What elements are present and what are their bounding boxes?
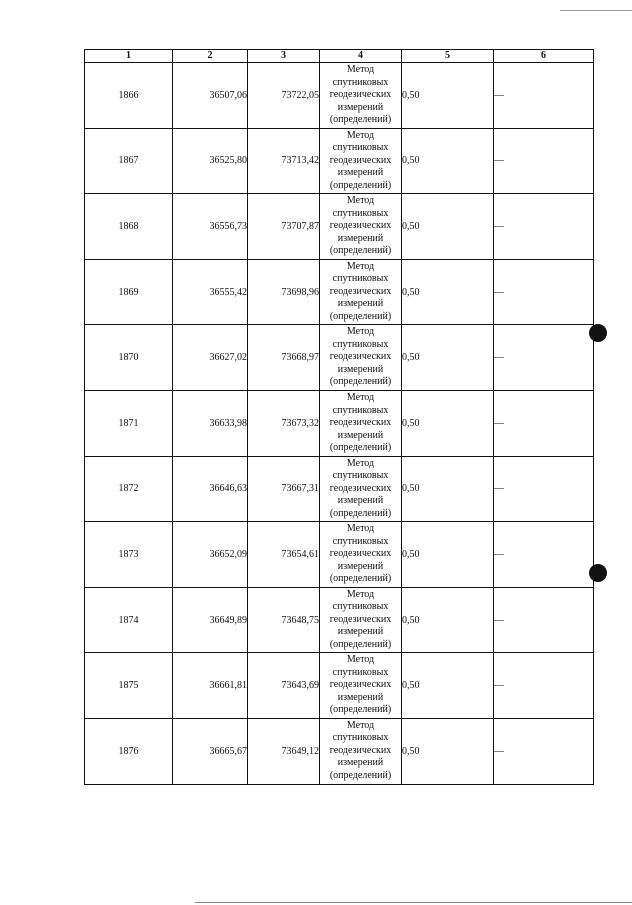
method-cell: [320, 522, 402, 588]
method-cell: [320, 390, 402, 456]
coord-x: 36661,81: [173, 653, 248, 719]
method-line: геодезических: [329, 679, 392, 691]
note-dash: —: [494, 718, 594, 784]
method-line: геодезических: [329, 285, 392, 297]
table-row: [85, 718, 594, 784]
method-line: спутниковых: [332, 338, 389, 350]
method-line: измерений: [337, 167, 384, 179]
table-row: [85, 259, 594, 325]
coord-y: 73654,61: [248, 522, 320, 588]
method-line: геодезических: [329, 417, 392, 429]
method-line: (определений): [329, 573, 392, 585]
table-row: [85, 522, 594, 588]
method-line: Метод: [346, 719, 375, 731]
table-row: [85, 456, 594, 522]
method-line: геодезических: [329, 351, 392, 363]
coord-x: 36627,02: [173, 325, 248, 391]
note-dash: —: [494, 194, 594, 260]
method-line: (определений): [329, 704, 392, 716]
accuracy-value: 0,50: [402, 63, 494, 129]
method-line: (определений): [329, 179, 392, 191]
point-number: 1866: [85, 63, 173, 129]
method-line: геодезических: [329, 744, 392, 756]
coord-x: 36646,63: [173, 456, 248, 522]
point-number: 1871: [85, 390, 173, 456]
method-line: спутниковых: [332, 404, 389, 416]
coord-y: 73667,31: [248, 456, 320, 522]
table-body: [85, 63, 594, 785]
note-dash: —: [494, 522, 594, 588]
method-line: Метод: [346, 260, 375, 272]
coord-y: 73713,42: [248, 128, 320, 194]
method-cell: [320, 259, 402, 325]
method-line: измерений: [337, 101, 384, 113]
point-number: 1868: [85, 194, 173, 260]
method-line: Метод: [346, 654, 375, 666]
table-row: [85, 390, 594, 456]
method-line: Метод: [346, 457, 375, 469]
method-line: измерений: [337, 691, 384, 703]
header-col-2: 2: [173, 50, 248, 63]
method-line: спутниковых: [332, 601, 389, 613]
accuracy-value: 0,50: [402, 128, 494, 194]
coord-x: 36633,98: [173, 390, 248, 456]
accuracy-value: 0,50: [402, 325, 494, 391]
method-line: Метод: [346, 588, 375, 600]
header-col-3: 3: [248, 50, 320, 63]
method-line: геодезических: [329, 613, 392, 625]
method-line: (определений): [329, 507, 392, 519]
table-row: [85, 128, 594, 194]
method-line: (определений): [329, 442, 392, 454]
coord-y: 73707,87: [248, 194, 320, 260]
method-line: (определений): [329, 114, 392, 126]
scan-artifact-line-top: [560, 10, 632, 11]
method-line: спутниковых: [332, 76, 389, 88]
header-col-6: 6: [494, 50, 594, 63]
method-line: измерений: [337, 560, 384, 572]
coord-x: 36649,89: [173, 587, 248, 653]
method-line: геодезических: [329, 548, 392, 560]
coord-y: 73668,97: [248, 325, 320, 391]
note-dash: —: [494, 325, 594, 391]
method-line: спутниковых: [332, 732, 389, 744]
method-line: геодезических: [329, 220, 392, 232]
note-dash: —: [494, 390, 594, 456]
note-dash: —: [494, 587, 594, 653]
method-line: измерений: [337, 298, 384, 310]
note-dash: —: [494, 128, 594, 194]
table-row: [85, 587, 594, 653]
table-row: [85, 653, 594, 719]
method-line: Метод: [346, 64, 375, 76]
table-row: [85, 63, 594, 129]
table-header: [85, 50, 594, 63]
method-line: спутниковых: [332, 535, 389, 547]
accuracy-value: 0,50: [402, 194, 494, 260]
method-line: Метод: [346, 523, 375, 535]
coord-x: 36525,80: [173, 128, 248, 194]
method-cell: [320, 63, 402, 129]
method-line: измерений: [337, 495, 384, 507]
note-dash: —: [494, 653, 594, 719]
method-line: (определений): [329, 376, 392, 388]
coord-y: 73649,12: [248, 718, 320, 784]
method-line: спутниковых: [332, 207, 389, 219]
method-line: Метод: [346, 129, 375, 141]
coord-x: 36507,06: [173, 63, 248, 129]
coord-x: 36652,09: [173, 522, 248, 588]
coord-y: 73643,69: [248, 653, 320, 719]
note-dash: —: [494, 63, 594, 129]
point-number: 1874: [85, 587, 173, 653]
scan-artifact-line-bottom: [195, 902, 632, 903]
method-line: Метод: [346, 195, 375, 207]
point-number: 1870: [85, 325, 173, 391]
point-number: 1869: [85, 259, 173, 325]
accuracy-value: 0,50: [402, 259, 494, 325]
method-cell: [320, 325, 402, 391]
method-line: спутниковых: [332, 273, 389, 285]
method-line: измерений: [337, 429, 384, 441]
method-line: спутниковых: [332, 470, 389, 482]
coord-x: 36555,42: [173, 259, 248, 325]
table-row: [85, 194, 594, 260]
method-line: спутниковых: [332, 666, 389, 678]
method-cell: [320, 587, 402, 653]
method-line: (определений): [329, 638, 392, 650]
accuracy-value: 0,50: [402, 718, 494, 784]
coord-x: 36556,73: [173, 194, 248, 260]
header-row: [85, 50, 594, 63]
note-dash: —: [494, 456, 594, 522]
method-line: измерений: [337, 757, 384, 769]
method-cell: [320, 718, 402, 784]
method-line: геодезических: [329, 89, 392, 101]
method-line: Метод: [346, 392, 375, 404]
method-cell: [320, 653, 402, 719]
coordinates-table: [84, 49, 594, 785]
method-cell: [320, 456, 402, 522]
accuracy-value: 0,50: [402, 390, 494, 456]
method-line: измерений: [337, 626, 384, 638]
header-col-4: 4: [320, 50, 402, 63]
point-number: 1867: [85, 128, 173, 194]
method-line: Метод: [346, 326, 375, 338]
point-number: 1875: [85, 653, 173, 719]
coord-y: 73648,75: [248, 587, 320, 653]
method-line: (определений): [329, 245, 392, 257]
coord-y: 73673,32: [248, 390, 320, 456]
header-col-5: 5: [402, 50, 494, 63]
method-line: измерений: [337, 363, 384, 375]
point-number: 1872: [85, 456, 173, 522]
accuracy-value: 0,50: [402, 653, 494, 719]
accuracy-value: 0,50: [402, 587, 494, 653]
method-cell: [320, 194, 402, 260]
method-line: (определений): [329, 769, 392, 781]
note-dash: —: [494, 259, 594, 325]
method-line: геодезических: [329, 154, 392, 166]
coord-x: 36665,67: [173, 718, 248, 784]
accuracy-value: 0,50: [402, 456, 494, 522]
method-line: спутниковых: [332, 142, 389, 154]
accuracy-value: 0,50: [402, 522, 494, 588]
coord-y: 73722,05: [248, 63, 320, 129]
point-number: 1876: [85, 718, 173, 784]
header-col-1: 1: [85, 50, 173, 63]
method-line: геодезических: [329, 482, 392, 494]
method-line: (определений): [329, 310, 392, 322]
method-cell: [320, 128, 402, 194]
table-row: [85, 325, 594, 391]
method-line: измерений: [337, 232, 384, 244]
coord-y: 73698,96: [248, 259, 320, 325]
point-number: 1873: [85, 522, 173, 588]
